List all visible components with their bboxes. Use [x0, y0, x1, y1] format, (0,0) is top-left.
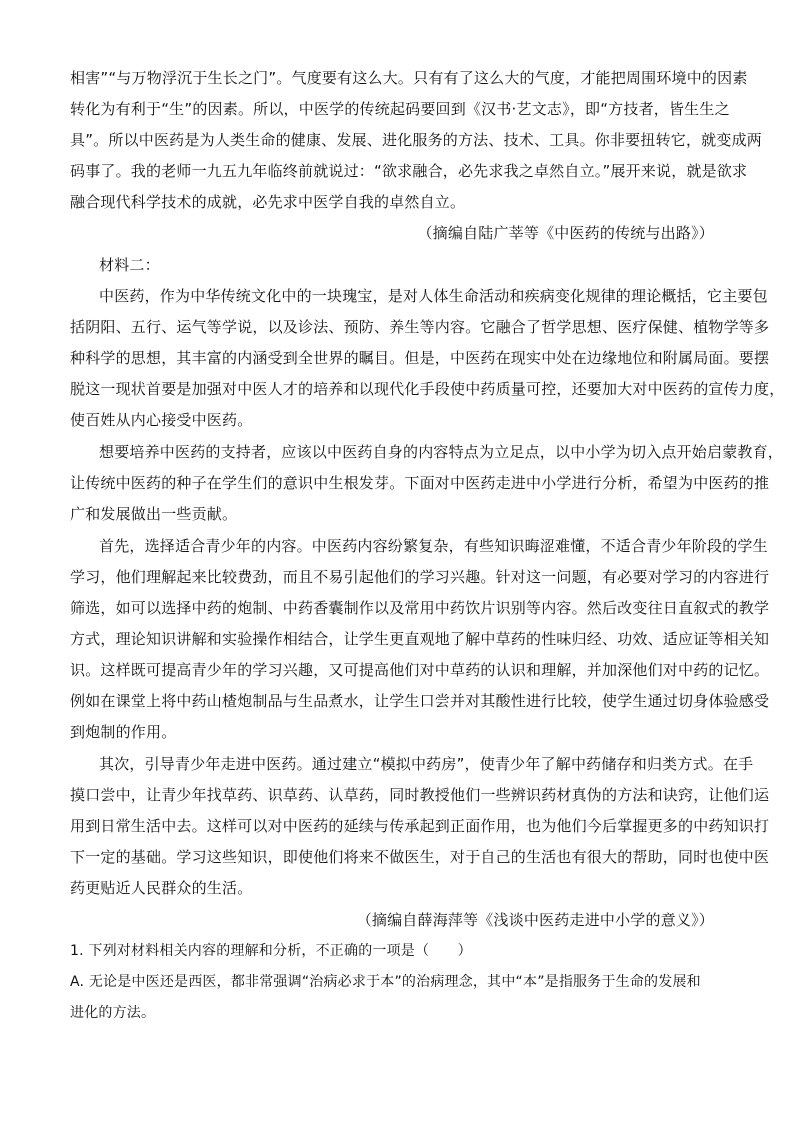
text-line: 括阴阳、五行、运气等学说，以及诊法、预防、养生等内容。它融合了哲学思想、医疗保健、植物学等多 [70, 318, 770, 336]
text-line: 例如在课堂上将中药山楂炮制品与生品煮水，让学生口尝并对其酸性进行比较，使学生通过切身体验感受 [70, 692, 770, 710]
source-citation-one: （摘编自陆广莘等《中医药的传统与出路》） [417, 224, 714, 242]
question-stem: 1. 下列对材料相关内容的理解和分析，不正确的一项是（ ） [70, 943, 472, 959]
text-line: 广和发展做出一些贡献。 [70, 505, 238, 523]
text-line: 转化为有利于“生”的因素。所以，中医学的传统起码要回到《汉书·艺文志》，即“方技者，皆生生之 [70, 100, 730, 118]
text-line: 到炮制的作用。 [70, 723, 177, 741]
text-line: 用到日常生活中去。这样可以对中医药的延续与传承起到正面作用，也为他们今后掌握更多的中药知识打 [70, 817, 770, 835]
text-line: 识。这样既可提高青少年的学习兴趣，又可提高他们对中草药的认识和理解，并加深他们对中药的记忆。 [70, 661, 770, 679]
text-line: 学习，他们理解起来比较费劲，而且不易引起他们的学习兴趣。针对这一问题，有必要对学习的内容进行 [70, 568, 770, 586]
text-line: 其次，引导青少年走进中医药。通过建立“模拟中药房”，使青少年了解中药储存和归类方式。在手 [99, 755, 754, 773]
text-line: 想要培养中医药的支持者，应该以中医药自身的内容特点为立足点，以中小学为切入点开始启蒙教育， [99, 443, 784, 461]
text-line: 方式，理论知识讲解和实验操作相结合，让学生更直观地了解中草药的性味归经、功效、适应证等相关知 [70, 630, 770, 648]
text-line: 融合现代科学技术的成就，必先求中医学自我的卓然自立。 [70, 193, 466, 211]
text-line: 相害”“与万物浮沉于生长之门”。气度要有这么大。只有有了这么大的气度，才能把周围环境中的因素 [70, 69, 748, 87]
text-line: 码事了。我的老师一九五九年临终前就说过：“欲求融合，必先求我之卓然自立。”展开来说，就是欲求 [70, 162, 748, 180]
text-line: 种科学的思想，其丰富的内涵受到全世界的瞩目。但是，中医药在现实中处在边缘地位和附属局面。要摆 [70, 349, 770, 367]
material-two-heading: 材料二： [99, 256, 160, 274]
text-line: 脱这一现状首要是加强对中医人才的培养和以现代化手段使中药质量可控，还要加大对中医药的宣传力度， [70, 380, 785, 398]
text-line: 药更贴近人民群众的生活。 [70, 879, 253, 897]
text-line: 使百姓从内心接受中医药。 [70, 411, 253, 429]
option-a-line: 进化的方法。 [70, 1005, 156, 1021]
source-citation-two: （摘编自薛海萍等《浅谈中医药走进中小学的意义》） [356, 911, 714, 929]
text-line: 摸口尝中，让青少年找草药、识草药、认草药，同时教授他们一些辨识药材真伪的方法和诀窍，让他们运 [70, 786, 770, 804]
text-line: 筛选，如可以选择中药的炮制、中药香囊制作以及常用中药饮片识别等内容。然后改变往日直叙式的教学 [70, 599, 770, 617]
option-a-line: A. 无论是中医还是西医，都非常强调“治病必求于本”的治病理念，其中“本”是指服务于生命的发展和 [70, 974, 701, 990]
text-line: 下一定的基础。学习这些知识，即使他们将来不做医生，对于自己的生活也有很大的帮助，同时也使中医 [70, 848, 770, 866]
text-line: 让传统中医药的种子在学生们的意识中生根发芽。下面对中医药走进中小学进行分析，希望为中医药的推 [70, 474, 770, 492]
text-line: 首先，选择适合青少年的内容。中医药内容纷繁复杂，有些知识晦涩难懂，不适合青少年阶段的学生 [99, 537, 768, 555]
text-line: 中医药，作为中华传统文化中的一块瑰宝，是对人体生命活动和疾病变化规律的理论概括，它主要包 [99, 287, 768, 305]
text-line: 具”。所以中医药是为人类生命的健康、发展、进化服务的方法、技术、工具。你非要扭转它，就变成两 [70, 131, 762, 149]
